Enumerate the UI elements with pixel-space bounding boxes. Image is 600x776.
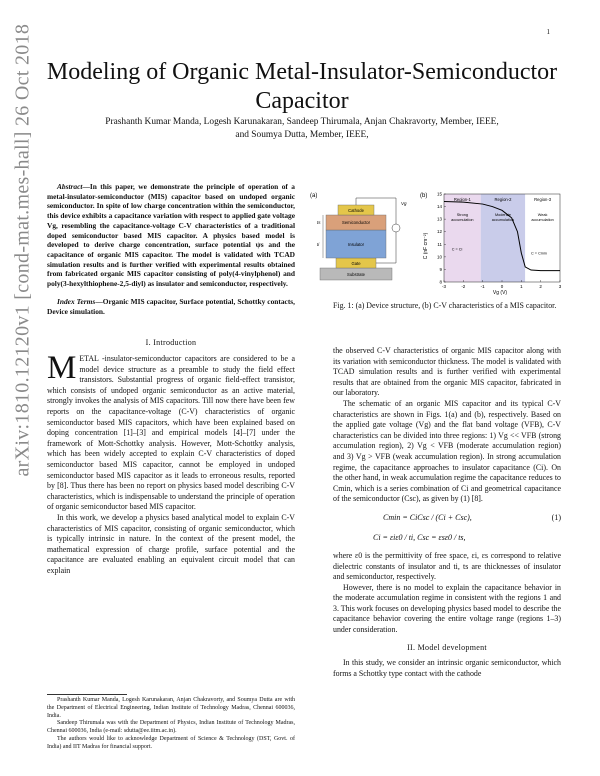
y-tick-label: 12 (436, 229, 442, 235)
region-2-desc-1: Moderate (494, 213, 511, 217)
equation-1: Cmin = CiCsc / (Ci + Csc), (383, 512, 472, 522)
x-tick-label: 2 (539, 284, 542, 289)
right-paragraph-1: the observed C-V characteristics of organic MIS capacitor along with its variation with semiconductor thickness. The model is validated with TCAD simulation results and is further verified with experimental results that are obtained from the organic MIS capacitor, fabricated in our laboratory. (333, 346, 561, 398)
equation-2: Ci = εiε0 / ti, Csc = εsε0 / ts, (373, 532, 466, 542)
ts-label: ts (317, 220, 321, 225)
x-tick-label: 0 (500, 284, 504, 289)
authors-line-1: Prashanth Kumar Manda, Logesh Karunakaran, Sandeep Thirumala, Anjan Chakravorty, Member, IEEE, (105, 117, 499, 127)
page-number: 1 (546, 28, 550, 36)
panel-b-label: (b) (420, 193, 428, 199)
vg-label: Vg (401, 201, 407, 206)
figure-caption: Fig. 1: (a) Device structure, (b) C-V characteristics of a MIS capacitor. (333, 301, 557, 310)
section-2-title: II. Model development (407, 642, 487, 652)
paper-title: Modeling of Organic Metal-Insulator-Semiconductor Capacitor (46, 59, 558, 114)
equation-1-number: (1) (551, 512, 561, 522)
drop-cap: M (47, 350, 77, 386)
cv-plot (437, 192, 562, 290)
region-1-desc-2: accumulation (451, 218, 474, 222)
figure-1 (308, 188, 568, 298)
abstract-text: —In this paper, we demonstrate the principle of operation of a metal-insulator-semiconductor (MIS) capacitor based on undoped organic semiconductor. In spite of low charge concentration within the semiconductor, this device exhibits a capacitance variation with respect to applied gate voltage Vg, resembling the capacitance-voltage C-V characteristics of a traditional doped semiconductor based MIS capacitor. A physics based model is developed to derive charge concentration, surface potential ψs and the capacitance of organic MIS capacitor. The model is validated with TCAD simulation results and is further verified with experimental results obtained from fabricated organic MIS capacitor consisting of poly(4-vinylphenol) and poly(3-hexylthiophene-2,5-diyl) as insulator and semiconductor, respectively. (47, 182, 295, 289)
region-2-label: Region-2 (494, 197, 512, 202)
footnote-2: Sandeep Thirumala was with the Department of Physics, Indian Institute of Technology Madras, Chennai 600036, India (e-mail: sdutta@ee.iitm.ac.in). (47, 720, 295, 735)
authors (60, 116, 544, 142)
x-axis-label: Vg (V) (492, 290, 508, 296)
right-body (333, 346, 561, 679)
gate-label: Gate (351, 261, 361, 266)
y-axis-label: C (nF cm⁻²) (423, 232, 429, 260)
intro-paragraph-1: ETAL -insulator-semiconductor capacitors are considered to be a model device structure as a preamble to study the field effect transistors. Substantial progress of organic field-effect transistor, which consists of undoped organic semiconductor as an active material, strongly invokes the analysis of MIS capacitors. Till now there have been few reports on the capacitance-voltage (C-V) characteristics of organic semiconductor based MIS capacitors, which have been explained based on doping concentration [1]–[3] and empirical models [4]–[7] under the framework of Mott-Schottky analysis. However, Mott-Schottky analysis, which has been widely accepted to explain C-V characteristics of doped semiconductor based MIS capacitor, cannot be employed in undoped semiconductor based MIS capacitor as it leads to erroneous results, reported by [8]. Thus there has been no report on physics based model describing C-V characteristics, which is indispensable to understand the principle of operation of organic semiconductor based MIS capacitor. (47, 354, 295, 512)
y-tick-label: 14 (436, 204, 442, 210)
arxiv-stamp: arXiv:1810.12120v1 [cond-mat.mes-hall] 26 Oct 2018 (11, 23, 34, 477)
y-tick-label: 10 (436, 254, 442, 260)
intro-paragraph-2: In this work, we develop a physics based analytical model to explain C-V characteristics of MIS capacitor, consisting of organic semiconductor, which is typically intrinsic in nature. In the context of the present model, the mathematical expression of charge profile, surface potential and the capacitance are evaluated enabling an equivalent circuit model that can explain (47, 512, 295, 575)
region-1-label: Region-1 (453, 197, 471, 202)
intro-body (47, 350, 295, 576)
x-tick-label: 3 (558, 284, 562, 289)
index-terms (47, 297, 295, 316)
footnotes (47, 697, 295, 752)
right-paragraph-3: where ε0 is the permittivity of free space, εi, εs correspond to relative dielectric constants of insulator and ti, ts are thicknesses of insulator and semiconductor, respectively. (333, 550, 561, 582)
index-terms-text: —Organic MIS capacitor, Surface potential, Schottky contacts, Device simulation. (47, 297, 296, 316)
y-tick-label: 8 (439, 279, 442, 285)
semiconductor-label: Semiconductor (342, 220, 370, 225)
y-tick-label: 13 (436, 216, 442, 222)
region-1-band (444, 194, 481, 282)
cathode-label: Cathode (348, 208, 364, 213)
abstract-label: Abstract (57, 182, 83, 191)
right-paragraph-4: However, there is no model to explain the capacitance behavior in the moderate accumulation regime in consistent with the regions 1 and 3. This work focuses on developing physics based model to describe the capacitance behavior covering the entire voltage range (regions 1–3) under consideration. (333, 582, 561, 635)
y-tick-label: 9 (439, 266, 442, 272)
panel-a-label: (a) (310, 193, 318, 199)
index-terms-label: Index Terms (57, 297, 96, 306)
right-paragraph-5: In this study, we consider an intrinsic organic semiconductor, which forms a Schottky type contact with the cathode (333, 658, 561, 678)
substrate-label: Substrate (347, 272, 365, 277)
c-equals-cmin-label: C = Cmin (531, 251, 547, 256)
footnote-1: Prashanth Kumar Manda, Logesh Karunakaran, Anjan Chakravorty, and Soumya Dutta are with the Department of Electrical Engineering, Indian Institute of Technology Madras, Chennai 600036, India. (47, 697, 295, 719)
x-tick-label: -3 (441, 284, 447, 289)
authors-line-2: and Soumya Dutta, Member, IEEE, (235, 130, 369, 140)
region-2-desc-2: accumulation (491, 218, 515, 222)
region-1-desc-1: Strong (456, 213, 468, 217)
right-paragraph-2: The schematic of an organic MIS capacitor and its typical C-V characteristics are shown in Figs. 1(a) and (b), respectively. Based on the applied gate voltage (Vg) and the flat band voltage (VFB), C-V characteristics can be divided into three regions: 1) Vg << VFB (strong accumulation region), 2) Vg < VFB (moderate accumulation region) and 3) Vg > VFB (weak accumulation region). In strong accumulation regime, the capacitance approaches to insulator capacitance (Ci). On the other hand, in weak accumulation regime the capacitance reduces to Cmin, which is a series combination of Ci and geometrical capacitance of the semiconductor (Csc), as given by (1) [8]. (333, 398, 561, 504)
insulator-label: Insulator (347, 242, 365, 247)
region-3-band (525, 194, 560, 282)
region-3-desc-2: accumulation (531, 218, 554, 222)
x-tick-label: -1 (480, 284, 485, 289)
y-tick-label: 15 (436, 191, 442, 197)
region-3-desc-1: Weak (537, 213, 548, 217)
region-3-label: Region-3 (534, 197, 552, 202)
footnote-rule (47, 694, 127, 695)
equations (333, 511, 561, 551)
voltage-source-icon (392, 224, 400, 232)
ti-label: ti (317, 242, 320, 247)
section-1-title: I. Introduction (145, 338, 197, 347)
abstract (47, 182, 295, 289)
y-tick-label: 11 (437, 241, 442, 247)
x-tick-label: 1 (520, 284, 523, 289)
figure-svg (308, 188, 568, 298)
x-tick-label: -2 (461, 284, 466, 289)
c-equals-ci-label: C = Ci (451, 247, 463, 252)
footnote-3: The authors would like to acknowledge Department of Science & Technology (DST, Govt. of India) and IIT Madras for financial support. (47, 735, 295, 750)
